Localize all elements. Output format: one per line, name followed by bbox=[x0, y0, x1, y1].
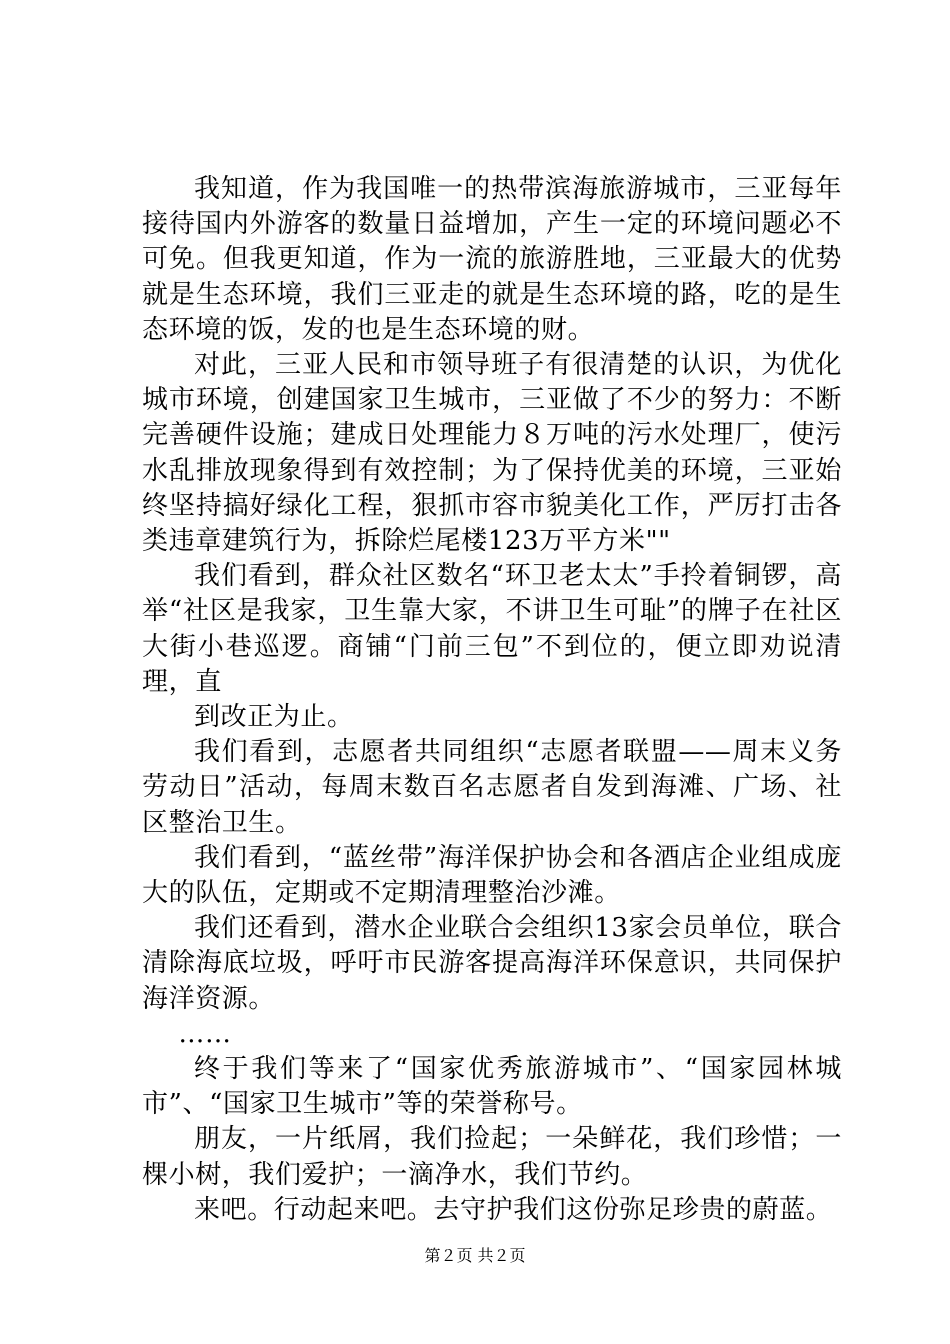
paragraph-sanya-awareness: 我知道，作为我国唯一的热带滨海旅游城市，三亚每年接待国内外游客的数量日益增加，产生一定的环境问题必不可免。但我更知道，作为一流的旅游胜地，三亚最大的优势就是生态环境，我们三亚走的就是生态环境的路，吃的是生态环境的饭，发的也是生态环境的财。 bbox=[142, 174, 842, 345]
paragraph-call-to-action: 来吧。行动起来吧。去守护我们这份弥足珍贵的蔚蓝。 bbox=[194, 1194, 833, 1225]
paragraph-diving-federation: 我们还看到，潜水企业联合会组织13家会员单位，联合清除海底垃圾，呼吁市民游客提高海洋环保意识，共同保护海洋资源。 bbox=[142, 913, 842, 1014]
paragraph-fragment: 到改正为止。 bbox=[194, 702, 354, 733]
paragraph-blue-ribbon: 我们看到，“蓝丝带”海洋保护协会和各酒店企业组成庞大的队伍，定期或不定期清理整治沙滩。 bbox=[142, 842, 842, 909]
paragraph-city-efforts: 对此，三亚人民和市领导班子有很清楚的认识，为优化城市环境，创建国家卫生城市，三亚做了不少的努力：不断完善硬件设施；建成日处理能力８万吨的污水处理厂，使污水乱排放现象得到有效控制；为了保持优美的环境，三亚始终坚持搞好绿化工程，狠抓市容市貌美化工作，严厉打击各类违章建筑行为，拆除烂尾楼123万平方米"" bbox=[142, 350, 842, 557]
paragraph-community-patrol: 我们看到，群众社区数名“环卫老太太”手拎着铜锣，高举“社区是我家，卫生靠大家，不讲卫生可耻”的牌子在社区大街小巷巡逻。商铺“门前三包”不到位的，便立即劝说清理，直 bbox=[142, 561, 842, 697]
document-body bbox=[142, 172, 842, 1228]
paragraph-honors: 终于我们等来了“国家优秀旅游城市”、“国家园林城市”、“国家卫生城市”等的荣誉称号。 bbox=[142, 1054, 842, 1120]
paragraph-friends: 朋友，一片纸屑，我们捡起；一朵鲜花，我们珍惜；一棵小树，我们爱护；一滴净水，我们节约。 bbox=[142, 1124, 842, 1190]
page-footer: 第２页 共２页 bbox=[424, 1246, 526, 1265]
ellipsis-line: …… bbox=[178, 1018, 232, 1049]
paragraph-volunteers: 我们看到，志愿者共同组织“志愿者联盟——周末义务劳动日”活动，每周末数百名志愿者自发到海滩、广场、社区整治卫生。 bbox=[142, 737, 842, 838]
